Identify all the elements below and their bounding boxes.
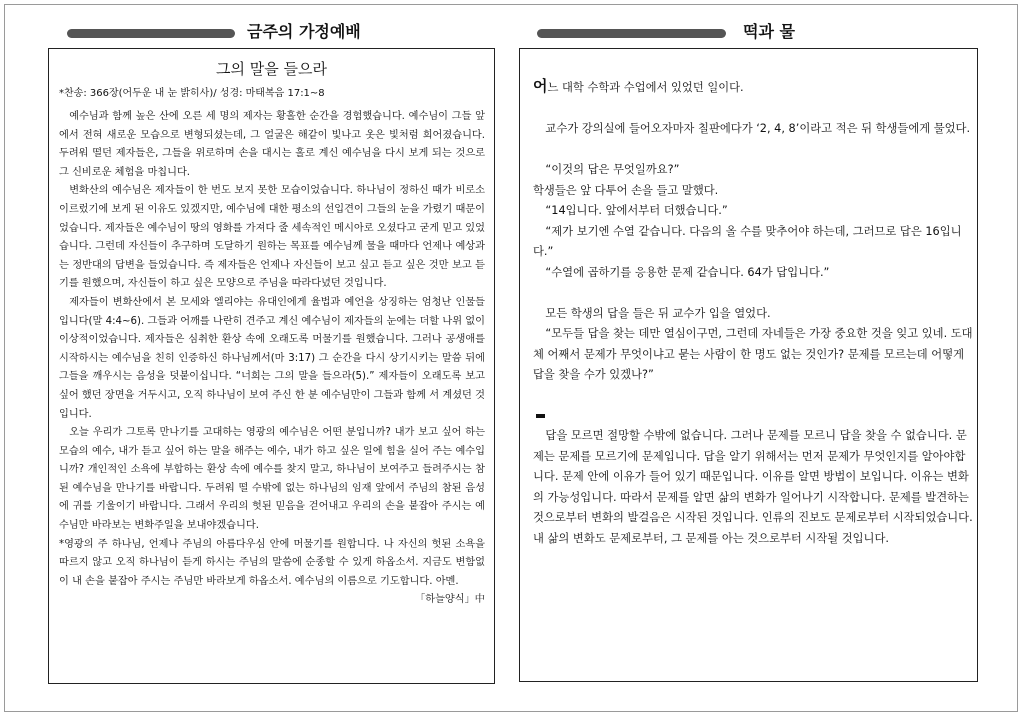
intro-text: 느 대학 수학과 수업에서 있었던 일이다. (547, 81, 744, 94)
drop-cap: 어 (533, 77, 548, 95)
section-marker (536, 414, 545, 418)
dialogue-line: “제가 보기엔 수열 같습니다. 다음의 올 수를 맞추어야 하는데, 그러므로 답은 16입니다.” (533, 224, 962, 258)
devotion-title: 그의 말을 들으라 (216, 60, 327, 78)
right-header-bar (537, 29, 726, 38)
left-header-title: 금주의 가정예배 (247, 22, 361, 41)
devotion-panel (48, 48, 495, 684)
right-header-title: 떡과 물 (743, 22, 795, 41)
dialogue-line: “14입니다. 앞에서부터 더했습니다.” (545, 204, 728, 217)
left-header-bar (67, 29, 235, 38)
essay-body (533, 76, 973, 549)
devotion-body (59, 108, 485, 610)
devotion-paragraph: 변화산의 예수님은 제자들이 한 번도 보지 못한 모습이었습니다. 하나님이 정하신 때가 비로소 이르렀기에 보게 된 이유도 있겠지만, 예수님에 대한 평소의 선입견이 그들의 눈을 가렸기 때문이었습니다. 제자들은 예수님이 땅의 영화를 가져다 줄 세속적인 메시아로 오셨다고 굳게 믿고 있었습니다. 그런데 자신들이 추구하며 도달하기 원하는 목표를 예수님께 물을 때마다 언제나 예상과는 정반대의 답변을 들었습니다. 즉 제자들은 언제나 자신들이 보고 싶고 듣고 싶은 것만 보고 듣기를 원했으며, 자신들이 하고 싶은 모양으로 주님을 따라다녔던 것입니다. (59, 185, 485, 290)
essay-panel (519, 48, 978, 682)
dialogue-line: “모두들 답을 찾는 데만 열심이구먼, 그런데 자네들은 가장 중요한 것을 잊고 있네. 도대체 어째서 문제가 무엇이냐고 묻는 사람이 한 명도 없는 것인가? 문제를 모르는데 어떻게 답을 찾을 수가 있겠나?” (533, 327, 973, 381)
essay-conclusion: 답을 모르면 절망할 수밖에 없습니다. 그러나 문제를 모르니 답을 찾을 수 없습니다. 문제는 문제를 모르기에 문제입니다. 답을 알기 위해서는 먼저 문제가 무엇인지를 알아야합니다. 문제 안에 이유가 들어 있기 때문입니다. 이유를 알면 방법이 보입니다. 이유는 변화의 가능성입니다. 따라서 문제를 알면 삶의 변화가 일어나기 시작합니다. 문제를 발견하는 것으로부터 변화의 발걸음은 시작된 것입니다. 인류의 진보도 문제로부터 시작되었습니다. 내 삶의 변화도 문제로부터, 그 문제를 아는 것으로부터 시작될 것입니다. (533, 429, 973, 545)
essay-paragraph: 모든 학생의 답을 들은 뒤 교수가 입을 열었다. (545, 306, 771, 320)
hymn-scripture-line: *찬송: 366장(어두운 내 눈 밝히사)/ 성경: 마태복음 17:1~8 (59, 88, 325, 99)
source-citation: 「하늘양식」中 (415, 594, 485, 606)
devotion-paragraph: 예수님과 함께 높은 산에 오른 세 명의 제자는 황홀한 순간을 경험했습니다. 예수님이 그들 앞에서 전혀 새로운 모습으로 변형되셨는데, 그 얼굴은 해같이 빛나고 옷은 빛처럼 희어졌습니다. 두려워 떨던 제자들은, 그들을 위로하며 손을 대시는 홀로 계신 예수님을 다시 보게 되는 것으로 그 신비로운 체험을 마칩니다. (59, 111, 485, 178)
devotion-paragraph: 오늘 우리가 그토록 만나기를 고대하는 영광의 예수님은 어떤 분입니까? 내가 보고 싶어 하는 모습의 예수, 내가 듣고 싶어 하는 말을 해주는 예수, 내가 하고 싶은 일에 힘을 실어 주는 예수입니까? 개인적인 소욕에 부합하는 환상 속에 예수를 찾지 말고, 하나님이 보여주고 들려주시는 참된 예수님을 만나기를 바랍니다. 두려워 떨 수밖에 없는 하나님의 임재 앞에서 주님의 참된 음성에 귀를 기울이기 바랍니다. 그래서 우리의 헛된 믿음을 걷어내고 우리의 손을 붙잡아 주시는 예수님만 바라보는 변화주일을 보내야겠습니다. (59, 427, 485, 532)
essay-intro (533, 76, 973, 99)
prayer-paragraph (59, 536, 485, 606)
prayer-text: *영광의 주 하나님, 언제나 주님의 아름다우심 안에 머물기를 원합니다. 나 자신의 헛된 소욕을 따르지 않고 오직 하나님이 듣게 하시는 주님의 말씀에 순종할 수 있게 하옵소서. 지금도 변함없이 내 손을 붙잡아 주시는 주님만 바라보게 하옵소서. 예수님의 이름으로 기도합니다. 아멘. (59, 538, 485, 587)
dialogue-line: “이것의 답은 무엇일까요?” (545, 163, 680, 176)
essay-paragraph: 학생들은 앞 다투어 손을 들고 말했다. (533, 183, 719, 197)
devotion-paragraph: 제자들이 변화산에서 본 모세와 엘리야는 유대인에게 율법과 예언을 상징하는 엄청난 인물들입니다(말 4:4~6). 그들과 어깨를 나란히 견주고 계신 예수님이 제자들의 눈에는 더할 나위 없이 이상적이었습니다. 제자들은 심취한 환상 속에 오래도록 머물기를 원했습니다. 그러나 공생애를 시작하시는 예수님을 친히 인증하신 하나님께서(마 3:17) 그 순간을 다시 상기시키는 말씀 뒤에 그들을 깨우시는 음성을 덧붙이십니다. “너희는 그의 말을 들으라(5).” 제자들이 오래도록 보고 싶어 했던 장면을 거두시고, 오직 하나님이 보여 주신 한 분 예수님만이 그들과 함께 서 계셨던 것입니다. (59, 296, 485, 420)
dialogue-line: “수열에 곱하기를 응용한 문제 같습니다. 64가 답입니다.” (545, 265, 830, 279)
essay-paragraph: 교수가 강의실에 들어오자마자 칠판에다가 ‘2, 4, 8’이라고 적은 뒤 학생들에게 물었다. (545, 122, 971, 135)
